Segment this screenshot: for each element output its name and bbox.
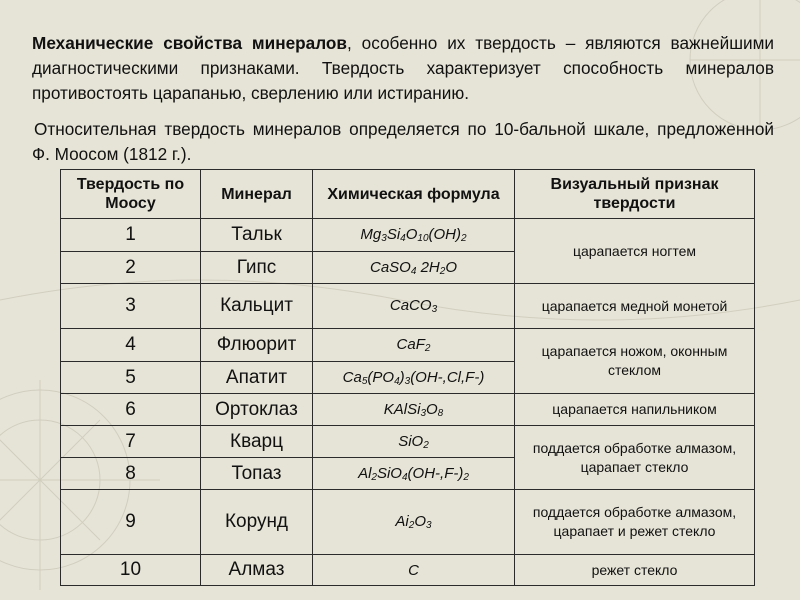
hardness-cell: 4 bbox=[61, 329, 201, 362]
table-row bbox=[61, 329, 755, 362]
visual-cell: поддается обработке алмазом, царапает стекло bbox=[515, 426, 755, 490]
header-hardness: Твердость по Моосу bbox=[61, 170, 201, 219]
mineral-cell: Ортоклаз bbox=[201, 394, 313, 426]
table-row bbox=[61, 219, 755, 252]
header-mineral: Минерал bbox=[201, 170, 313, 219]
visual-cell: царапается медной монетой bbox=[515, 284, 755, 329]
hardness-cell: 10 bbox=[61, 555, 201, 586]
visual-cell: режет стекло bbox=[515, 555, 755, 586]
formula-cell: CaCO$_3$ bbox=[313, 284, 515, 329]
mineral-cell: Алмаз bbox=[201, 555, 313, 586]
table-row bbox=[61, 394, 755, 426]
formula-cell: $Ai_2O_3$ bbox=[313, 490, 515, 555]
hardness-cell: 6 bbox=[61, 394, 201, 426]
table-row bbox=[61, 555, 755, 586]
mineral-cell: Гипс bbox=[201, 252, 313, 284]
intro-paragraph bbox=[32, 31, 774, 106]
intro-bold-lead: Механические свойства минералов bbox=[32, 33, 347, 53]
visual-cell: царапается ножом, оконным стеклом bbox=[515, 329, 755, 394]
formula-cell: C bbox=[313, 555, 515, 586]
hardness-cell: 2 bbox=[61, 252, 201, 284]
header-visual: Визуальный признак твердости bbox=[515, 170, 755, 219]
hardness-cell: 7 bbox=[61, 426, 201, 458]
mineral-cell: Кварц bbox=[201, 426, 313, 458]
formula-cell: CaF$_2$ bbox=[313, 329, 515, 362]
intro-rest: , особенно их твердость – являются важнейшими диагностическими признаками. Твердость характеризует способность минералов противостоять царапанью, сверлению или истиранию. bbox=[32, 33, 775, 103]
mineral-cell: Тальк bbox=[201, 219, 313, 252]
visual-cell: царапается ногтем bbox=[515, 219, 755, 284]
table-row bbox=[61, 426, 755, 458]
hardness-cell: 3 bbox=[61, 284, 201, 329]
mineral-cell: Корунд bbox=[201, 490, 313, 555]
visual-cell: царапается напильником bbox=[515, 394, 755, 426]
scale-paragraph: Относительная твердость минералов определяется по 10-бальной шкале, предложенной Ф. Моосом (1812 г.). bbox=[32, 119, 774, 164]
formula-cell: CaSO$_4$ $2H_2O$ bbox=[313, 252, 515, 284]
formula-cell: SiO$_2$ bbox=[313, 426, 515, 458]
mineral-cell: Кальцит bbox=[201, 284, 313, 329]
table-row bbox=[61, 284, 755, 329]
mohs-hardness-table bbox=[60, 169, 755, 586]
mineral-cell: Флюорит bbox=[201, 329, 313, 362]
mineral-cell: Апатит bbox=[201, 362, 313, 394]
hardness-cell: 8 bbox=[61, 458, 201, 490]
visual-cell: поддается обработке алмазом, царапает и режет стекло bbox=[515, 490, 755, 555]
table-row bbox=[61, 490, 755, 555]
formula-cell: $Al_2SiO_4(OH-,F-)_2$ bbox=[313, 458, 515, 490]
hardness-cell: 1 bbox=[61, 219, 201, 252]
formula-cell: $Ca_5(PO_4)_3(OH-,Cl,F-)$ bbox=[313, 362, 515, 394]
table-header-row bbox=[61, 170, 755, 219]
mineral-cell: Топаз bbox=[201, 458, 313, 490]
formula-cell: $Mg_3Si_4O_{10}(OH)_2$ bbox=[313, 219, 515, 252]
formula-cell: $KAlSi_3O_8$ bbox=[313, 394, 515, 426]
hardness-cell: 9 bbox=[61, 490, 201, 555]
header-formula: Химическая формула bbox=[313, 170, 515, 219]
hardness-cell: 5 bbox=[61, 362, 201, 394]
